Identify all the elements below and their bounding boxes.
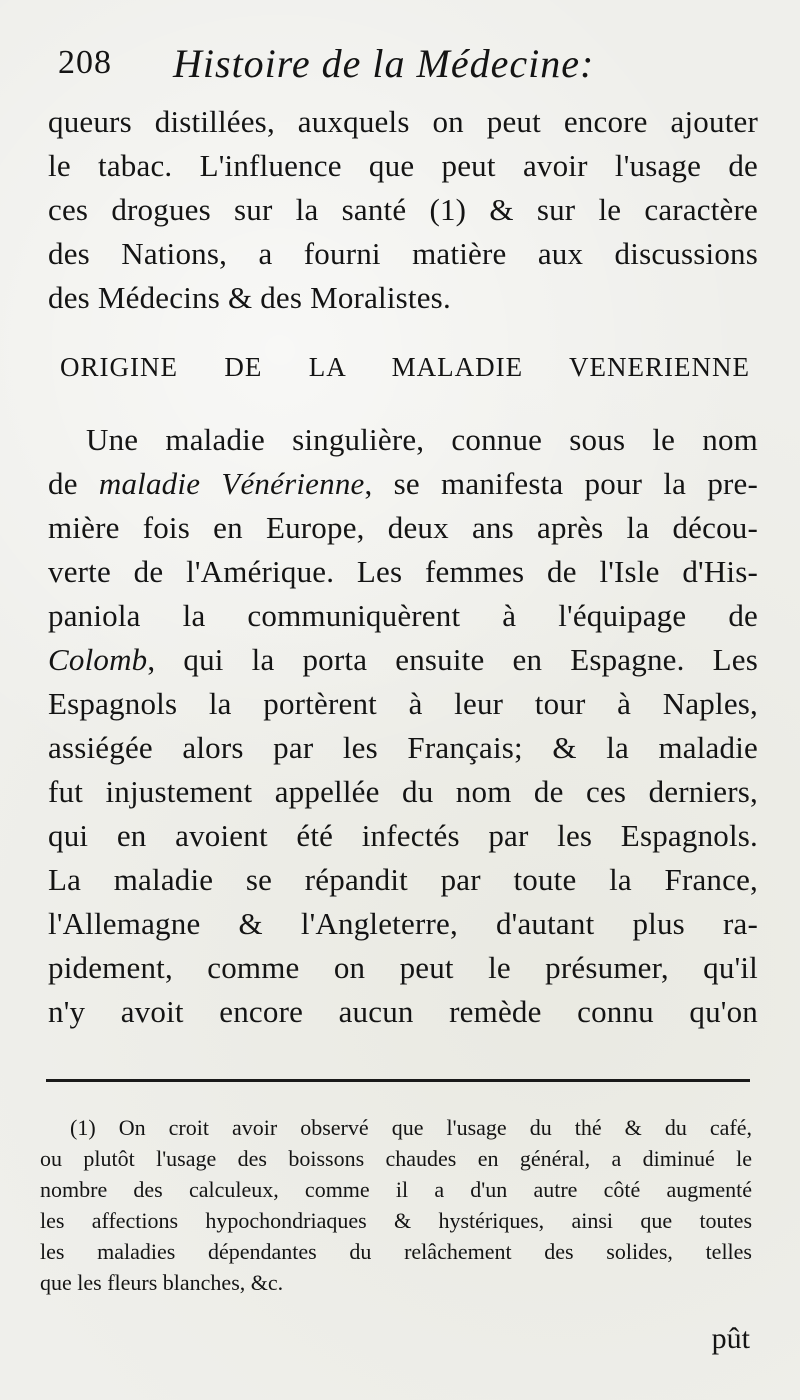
section-title: ORIGINE DE LA MALADIE VENERIENNE [60,352,750,382]
text-line: La maladie se répandit par toute la France, [48,862,758,897]
text-line: mière fois en Europe, deux ans après la décou- [48,510,758,545]
text-line: l'Allemagne & l'Angleterre, d'autant plus ra- [48,906,758,941]
text-line: qui en avoient été infectés par les Espagnols. [48,818,758,853]
text-line: Une maladie singulière, connue sous le nom [86,422,758,457]
footnote-line: que les fleurs blanches, &c. [40,1270,284,1295]
footnote-block [40,1112,752,1298]
main-paragraph [48,418,758,1034]
text-line: assiégée alors par les Français; & la maladie [48,730,758,765]
italic-term: maladie Vénérienne [98,466,365,501]
catchword: pût [711,1322,750,1355]
text-line: fut injustement appellée du nom de ces derniers, [48,774,758,809]
footnote-line: ou plutôt l'usage des boissons chaudes en général, a diminué le [40,1146,752,1171]
text-line: des Médecins & des Moralistes. [48,280,451,315]
text-line: le tabac. L'influence que peut avoir l'usage de [48,148,758,183]
text-fragment: de [48,466,78,501]
italic-name: Colomb [48,642,148,677]
footnote-divider [46,1079,750,1082]
running-title: Histoire de la Médecine: [173,41,595,86]
page-number: 208 [58,44,112,81]
text-line [48,462,758,506]
text-line [48,638,758,682]
footnote-line: nombre des calculeux, comme il a d'un autre côté augmenté [40,1177,752,1202]
text-fragment: , qui la porta ensuite en Espagne. Les [147,642,758,677]
text-line: Espagnols la portèrent à leur tour à Naples, [48,686,758,721]
text-fragment: , se manifesta pour la pre- [364,466,759,501]
footnote-line: (1) On croit avoir observé que l'usage du thé & du café, [70,1115,752,1140]
page-header [48,36,758,106]
text-line: ces drogues sur la santé (1) & sur le caractère [48,192,758,227]
text-line: queurs distillées, auxquels on peut encore ajouter [48,104,758,139]
intro-text-block [48,100,758,320]
footnote-line: les affections hypochondriaques & hystériques, ainsi que toutes [40,1208,752,1233]
text-line: pidement, comme on peut le présumer, qu'il [48,950,758,985]
text-line: paniola la communiquèrent à l'équipage de [48,598,758,633]
text-line: des Nations, a fourni matière aux discussions [48,236,758,271]
footnote-line: les maladies dépendantes du relâchement des solides, telles [40,1239,752,1264]
text-line: n'y avoit encore aucun remède connu qu'on [48,994,758,1029]
text-line: verte de l'Amérique. Les femmes de l'Isle d'His- [48,554,758,589]
